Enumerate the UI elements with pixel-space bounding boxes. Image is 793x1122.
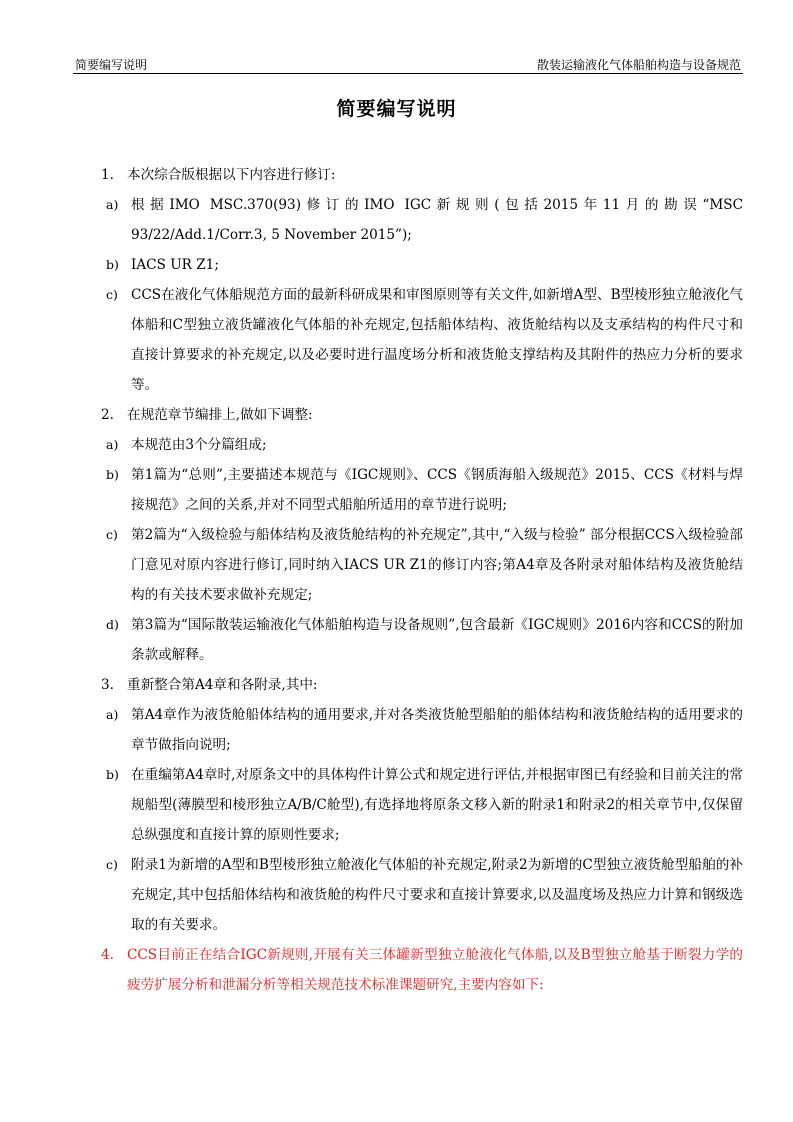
list-item: [101, 760, 743, 850]
item-letter: a): [106, 707, 119, 722]
item-text: CCS在液化气体船规范方面的最新科研成果和审图原则等有关文件,如新增A型、B型棱形独立舱液化气体船和C型独立液货罐液化气体船的补充规定,包括船体结构、液货舱结构以及支承结构的构件尺寸和直接计算要求的补充规定,以及必要时进行温度场分析和液货舱支撑结构及其附件的热应力分析的要求等。: [131, 287, 743, 393]
item-text: 第3篇为“国际散装运输液化气体船舶构造与设备规则”,包含最新《IGC规则》2016内容和CCS的附加条款或解释。: [131, 617, 743, 663]
page-header: [73, 55, 743, 74]
section-1: [101, 160, 743, 190]
item-letter: c): [106, 857, 118, 872]
section-heading: CCS目前正在结合IGC新规则,开展有关三体罐新型独立舱液化气体船,以及B型独立舱基于断裂力学的疲劳扩展分析和泄漏分析等相关规范技术标准课题研究,主要内容如下:: [127, 947, 743, 993]
section-number: 1.: [101, 167, 114, 183]
header-right-text: 散装运输液化气体船舶构造与设备规范: [536, 58, 741, 72]
item-text: 附录1为新增的A型和B型棱形独立舱液化气体船的补充规定,附录2为新增的C型独立液货舱型船舶的补充规定,其中包括船体结构和液货舱的构件尺寸要求和直接计算要求,以及温度场及热应力计算和钢级选取的有关要求。: [131, 857, 743, 933]
list-item: [101, 460, 743, 520]
item-text: 第1篇为“总则”,主要描述本规范与《IGC规则》、CCS《钢质海船入级规范》2015、CCS《材料与焊接规范》之间的关系,并对不同型式船舶所适用的章节进行说明;: [131, 467, 743, 513]
section-2: [101, 400, 743, 430]
item-letter: c): [106, 287, 118, 302]
list-item: [101, 430, 743, 460]
item-letter: b): [106, 467, 119, 482]
section-number: 3.: [101, 677, 114, 693]
item-text: 在重编第A4章时,对原条文中的具体构件计算公式和规定进行评估,并根据审图已有经验和目前关注的常规船型(薄膜型和棱形独立A/B/C舱型),有选择地将原条文移入新的附录1和附录2的相关章节中,仅保留总纵强度和直接计算的原则性要求;: [131, 767, 743, 843]
section-4: [101, 940, 743, 1000]
item-letter: a): [106, 437, 119, 452]
item-text: 本规范由3个分篇组成;: [131, 437, 267, 453]
section-heading: 在规范章节编排上,做如下调整:: [127, 407, 313, 423]
item-letter: d): [106, 617, 119, 632]
item-letter: b): [106, 257, 119, 272]
list-item: [101, 250, 743, 280]
section-number: 2.: [101, 407, 114, 423]
item-letter: a): [106, 197, 119, 212]
item-text: 第2篇为“入级检验与船体结构及液货舱结构的补充规定”,其中,“入级与检验” 部分根据CCS入级检验部门意见对原内容进行修订,同时纳入IACS UR Z1的修订内容;第A4章及各附录对船体结构及液货舱结构的有关技术要求做补充规定;: [131, 527, 743, 603]
item-text: IACS UR Z1;: [131, 257, 219, 273]
document-body: [101, 160, 743, 1000]
section-heading: 重新整合第A4章和各附录,其中:: [127, 677, 318, 693]
page-title: 简要编写说明: [336, 98, 457, 120]
list-item: [101, 610, 743, 670]
list-item: [101, 520, 743, 610]
list-item: [101, 280, 743, 400]
list-item: [101, 190, 743, 250]
list-item: [101, 700, 743, 760]
item-letter: b): [106, 767, 119, 782]
section-number: 4.: [101, 947, 114, 963]
section-3: [101, 670, 743, 700]
header-left-text: 简要编写说明: [75, 58, 148, 72]
list-item: [101, 850, 743, 940]
item-text: 第A4章作为液货舱船体结构的通用要求,并对各类液货舱型船舶的船体结构和液货舱结构的适用要求的章节做指向说明;: [131, 707, 743, 753]
item-letter: c): [106, 527, 118, 542]
item-text: 根据IMO MSC.370(93)修订的IMO IGC新规则(包括2015年11月的勘误“MSC 93/22/Add.1/Corr.3, 5 November 2015”);: [131, 197, 743, 243]
section-heading: 本次综合版根据以下内容进行修订:: [127, 167, 336, 183]
